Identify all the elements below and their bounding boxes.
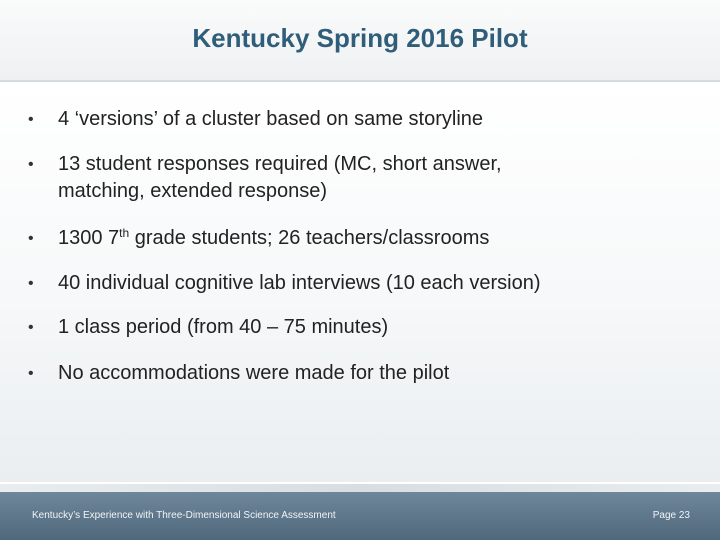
ordinal-superscript: th <box>119 226 130 240</box>
bullet-dot-icon: • <box>28 319 34 336</box>
bullet-text-line-2: matching, extended response) <box>58 180 328 202</box>
bullet-item <box>28 270 698 297</box>
bullet-text: 4 ‘versions’ of a cluster based on same storyline <box>58 108 484 130</box>
bullet-dot-icon: • <box>28 275 34 292</box>
bullet-text: No accommodations were made for the pilot <box>58 362 450 384</box>
bullet-item <box>28 151 698 205</box>
footer <box>0 492 720 540</box>
bullet-item <box>28 225 698 252</box>
bullet-dot-icon: • <box>28 365 34 382</box>
footer-caption: Kentucky’s Experience with Three-Dimensional Science Assessment <box>32 510 336 521</box>
bullet-dot-icon: • <box>28 156 34 173</box>
slide-title: Kentucky Spring 2016 Pilot <box>192 22 528 53</box>
bullet-text-part: grade students; 26 teachers/classrooms <box>129 227 490 249</box>
bullet-text <box>28 225 698 252</box>
bullet-item <box>28 360 698 387</box>
bullet-text-part: 1300 7 <box>58 227 120 249</box>
bullet-dot-icon: • <box>28 230 34 247</box>
slide-content <box>0 82 720 482</box>
bullet-text: 40 individual cognitive lab interviews (10 each version) <box>58 272 541 294</box>
title-bar <box>0 0 720 82</box>
footer-divider <box>0 484 720 492</box>
bullet-item <box>28 106 698 133</box>
page-number: Page 23 <box>652 510 690 521</box>
bullet-dot-icon: • <box>28 111 34 128</box>
bullet-item <box>28 314 698 341</box>
bullet-text-line-1: 13 student responses required (MC, short answer, <box>58 153 502 175</box>
bullet-text: 1 class period (from 40 – 75 minutes) <box>58 316 389 338</box>
